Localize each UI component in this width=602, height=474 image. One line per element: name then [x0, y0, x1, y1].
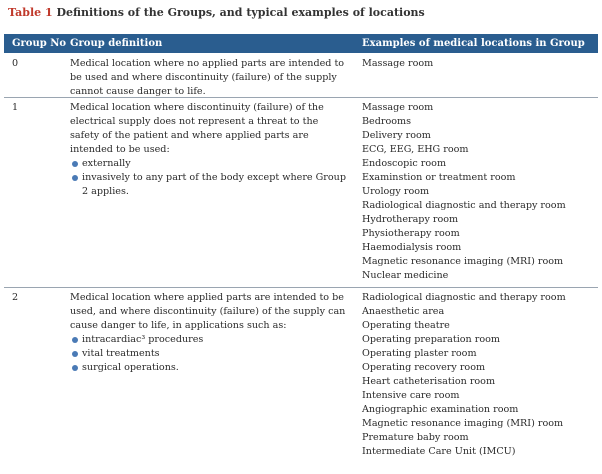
location-item: Anaesthetic area: [362, 306, 445, 317]
bullet-item: externally: [70, 157, 350, 171]
locations-list: [362, 291, 598, 459]
location-item: Magnetic resonance imaging (MRI) room: [362, 256, 564, 267]
group-number: 0: [12, 58, 19, 69]
table-header: [4, 34, 598, 53]
row-divider: [4, 97, 598, 98]
bullet-item: vital treatments: [70, 347, 350, 361]
location-item: Premature baby room: [362, 432, 469, 443]
table-caption: [8, 6, 425, 19]
bullet-item: intracardiac³ procedures: [70, 333, 350, 347]
location-item: Radiological diagnostic and therapy room: [362, 200, 566, 211]
group-definition: Medical location where applied parts are intended to be used, and where discontinuity (failure) of the supply can cause danger to life, in applications such as:: [70, 292, 346, 331]
location-item: Operating preparation room: [362, 334, 501, 345]
group-number: 2: [12, 292, 19, 303]
caption-title: Definitions of the Groups, and typical examples of locations: [56, 6, 425, 19]
location-item: Angiographic examination room: [362, 404, 519, 415]
location-item: Intensive care room: [362, 390, 460, 401]
group-number: 1: [12, 102, 19, 113]
row-divider: [4, 287, 598, 288]
location-item: Heart catheterisation room: [362, 376, 496, 387]
location-item: Massage room: [362, 58, 434, 69]
location-item: Operating theatre: [362, 320, 450, 331]
bullet-item: invasively to any part of the body except where Group 2 applies.: [70, 171, 350, 199]
group-definition-block: [70, 101, 350, 199]
header-examples: Examples of medical locations in Group: [362, 38, 585, 49]
group-definition: Medical location where no applied parts are intended to be used and where discontinuity (failure) of the supply cannot cause danger to life.: [70, 58, 345, 97]
header-group-definition: Group definition: [70, 38, 163, 49]
location-item: Hydrotherapy room: [362, 214, 459, 225]
location-item: Radiological diagnostic and therapy room: [362, 292, 566, 303]
group-definition: Medical location where discontinuity (failure) of the electrical supply does not represent a threat to the safety of the patient and where applied parts are intended to be used:: [70, 102, 324, 155]
location-item: Magnetic resonance imaging (MRI) room: [362, 418, 564, 429]
location-item: ECG, EEG, EHG room: [362, 144, 469, 155]
location-item: Endoscopic room: [362, 158, 447, 169]
location-item: Haemodialysis room: [362, 242, 462, 253]
location-item: Urology room: [362, 186, 430, 197]
location-item: Delivery room: [362, 130, 431, 141]
caption-lead: Table 1: [8, 6, 53, 19]
locations-list: [362, 101, 598, 283]
location-item: Examinstion or treatment room: [362, 172, 516, 183]
location-item: Bedrooms: [362, 116, 412, 127]
location-item: Nuclear medicine: [362, 270, 449, 281]
group-definition-block: [70, 291, 350, 375]
bullet-item: surgical operations.: [70, 361, 350, 375]
location-item: Physiotherapy room: [362, 228, 460, 239]
locations-list: [362, 57, 598, 71]
location-item: Operating recovery room: [362, 362, 486, 373]
location-item: Operating plaster room: [362, 348, 477, 359]
location-item: Intermediate Care Unit (IMCU): [362, 446, 516, 457]
location-item: Massage room: [362, 102, 434, 113]
header-group-no: Group No: [12, 38, 67, 49]
